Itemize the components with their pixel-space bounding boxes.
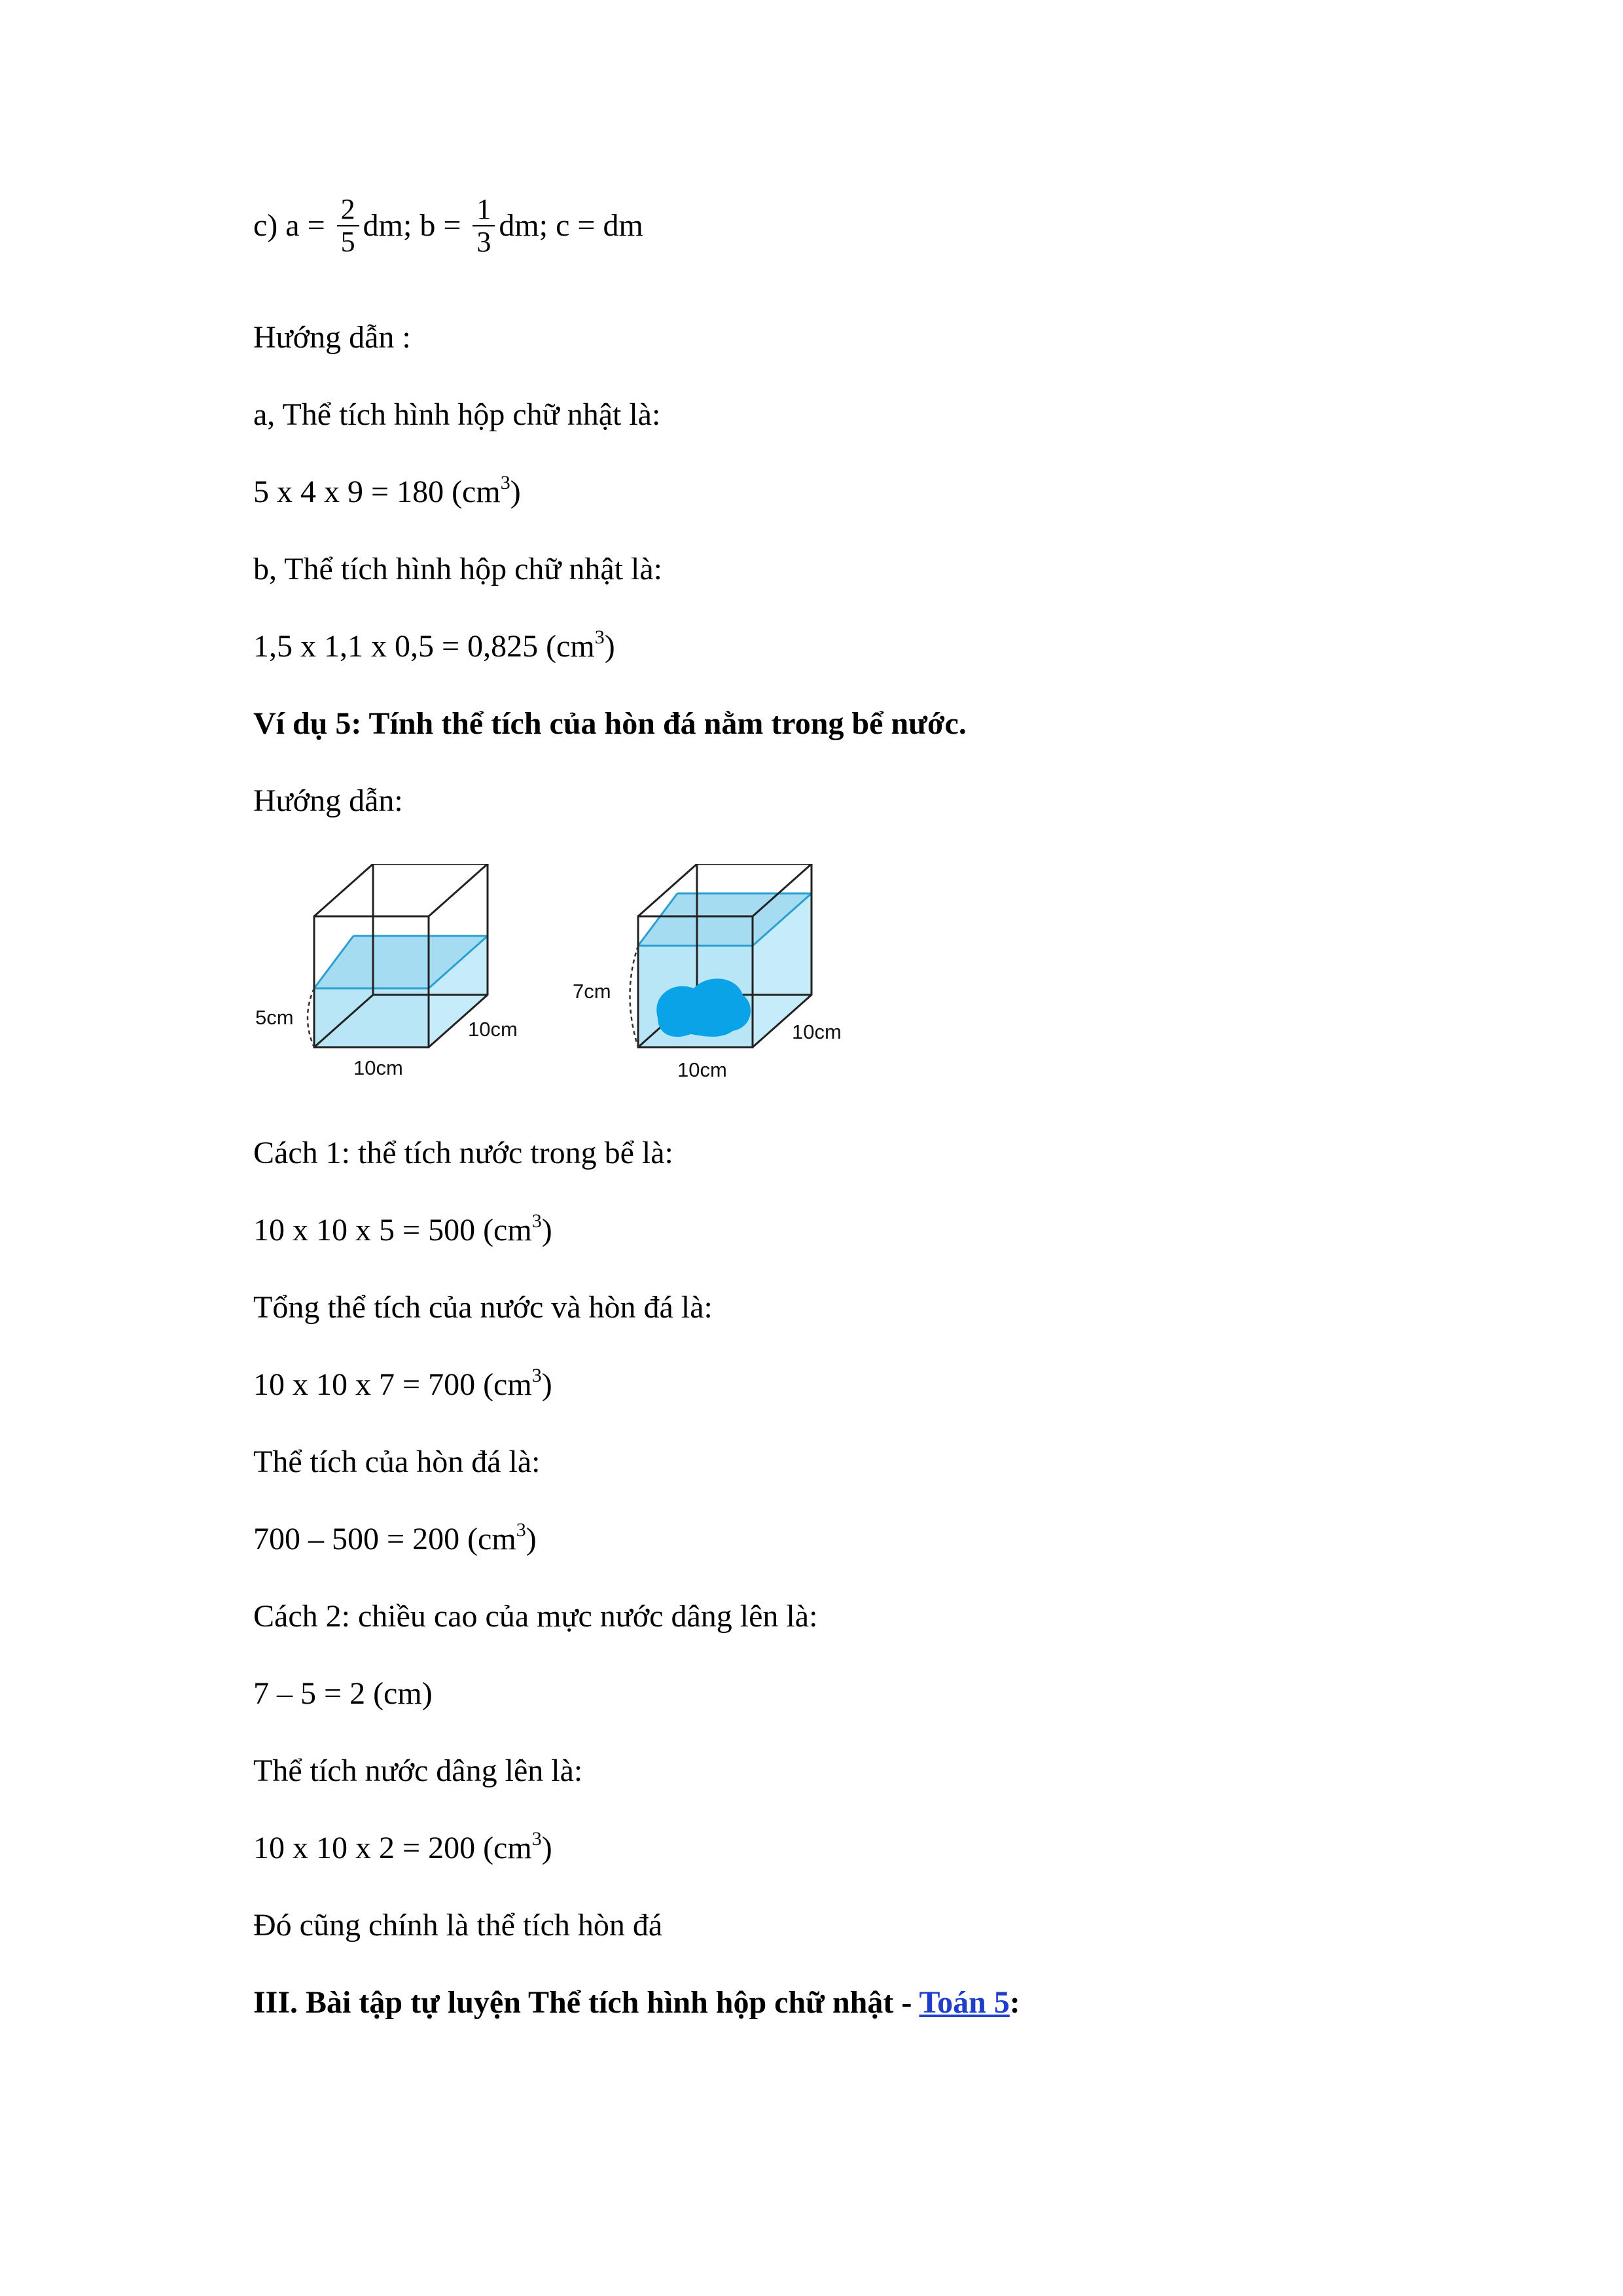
total-calc-text: 10 x 10 x 7 = 700 (cm [253, 1367, 532, 1402]
method1-calc [253, 1211, 552, 1250]
part-b-calc-text: 1,5 x 1,1 x 0,5 = 0,825 (cm [253, 629, 595, 664]
part-c-unit-b: dm; c = dm [499, 208, 643, 243]
cube-superscript: 3 [531, 1365, 542, 1386]
close-paren: ) [541, 1831, 552, 1865]
method1-title: Cách 1: thể tích nước trong bể là: [253, 1136, 673, 1170]
part-b-calc [253, 627, 615, 666]
tank-figure [249, 864, 864, 1080]
cube-superscript: 3 [500, 472, 510, 493]
method2-calc: 7 – 5 = 2 (cm) [253, 1676, 433, 1711]
right-bottom-label: 10cm [677, 1058, 727, 1080]
part-a-calc [253, 473, 521, 512]
total-calc [253, 1365, 552, 1405]
part-c-line [253, 193, 643, 260]
cube-superscript: 3 [531, 1210, 542, 1232]
right-depth-label: 10cm [792, 1020, 842, 1043]
close-paren: ) [510, 475, 521, 509]
guide-title-2: Hướng dẫn: [253, 783, 403, 818]
part-c-unit-a: dm; b = [363, 208, 469, 243]
toan5-link[interactable]: Toán 5 [919, 1985, 1010, 2020]
part-a-calc-text: 5 x 4 x 9 = 180 (cm [253, 475, 501, 509]
part-b-title: b, Thể tích hình hộp chữ nhật là: [253, 552, 663, 586]
left-bottom-label: 10cm [353, 1056, 403, 1079]
fraction-a-denominator: 5 [340, 226, 355, 258]
right-height-label: 7cm [573, 980, 611, 1003]
exercise-heading-text: III. Bài tập tự luyện Thể tích hình hộp chữ nhật - [253, 1985, 919, 2020]
method1-calc-text: 10 x 10 x 5 = 500 (cm [253, 1213, 532, 1247]
part-a-title: a, Thể tích hình hộp chữ nhật là: [253, 397, 661, 432]
fraction-b-numerator: 1 [473, 194, 495, 226]
cube-superscript: 3 [516, 1519, 526, 1541]
close-paren: ) [541, 1367, 552, 1402]
guide-title: Hướng dẫn : [253, 320, 411, 355]
fraction-a-numerator: 2 [337, 194, 359, 226]
close-paren: ) [604, 629, 615, 664]
left-height-label: 5cm [255, 1006, 294, 1029]
left-depth-label: 10cm [468, 1018, 518, 1041]
total-title: Tổng thể tích của nước và hòn đá là: [253, 1290, 713, 1325]
exercise-heading [253, 1983, 1020, 2022]
rise-title: Thể tích nước dâng lên là: [253, 1753, 583, 1788]
rise-calc [253, 1829, 552, 1868]
method2-title: Cách 2: chiều cao của mực nước dâng lên là: [253, 1599, 818, 1634]
left-tank [255, 864, 518, 1079]
close-paren: ) [526, 1522, 537, 1556]
cube-superscript: 3 [594, 626, 605, 648]
cube-superscript: 3 [531, 1828, 542, 1850]
example5-title: Ví dụ 5: Tính thể tích của hòn đá nằm trong bể nước. [253, 706, 967, 741]
exercise-colon: : [1009, 1985, 1020, 2020]
rise-calc-text: 10 x 10 x 2 = 200 (cm [253, 1831, 532, 1865]
close-paren: ) [541, 1213, 552, 1247]
fraction-a [337, 194, 359, 258]
fraction-b-denominator: 3 [476, 226, 491, 258]
conclusion: Đó cũng chính là thể tích hòn đá [253, 1908, 663, 1943]
stone-title: Thể tích của hòn đá là: [253, 1444, 541, 1479]
stone-calc [253, 1520, 537, 1559]
part-c-prefix: c) a = [253, 208, 333, 243]
stone-calc-text: 700 – 500 = 200 (cm [253, 1522, 516, 1556]
fraction-b [473, 194, 495, 258]
right-tank [573, 864, 842, 1080]
right-height-brace [630, 946, 639, 1047]
